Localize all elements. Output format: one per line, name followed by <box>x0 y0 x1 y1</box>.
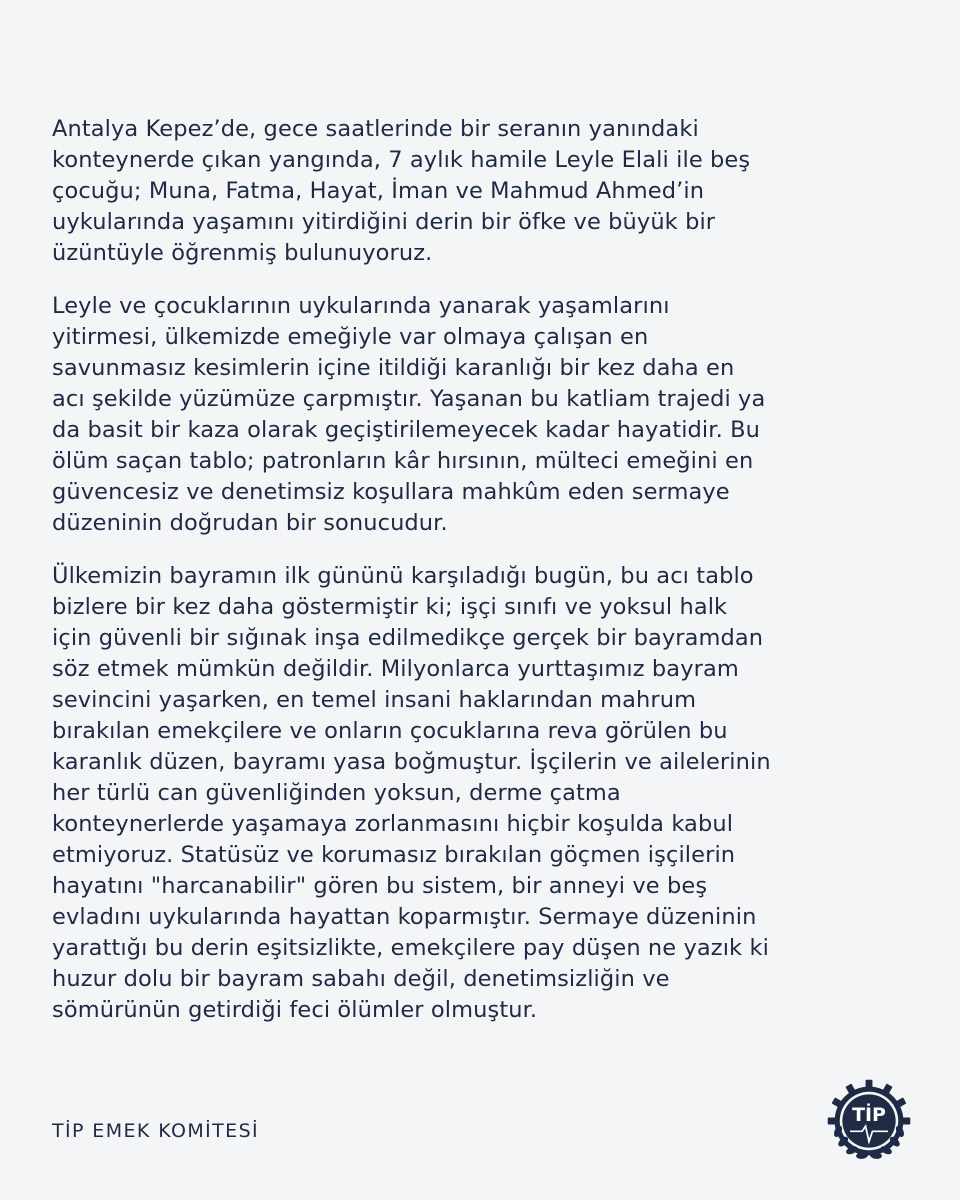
tip-logo-icon <box>826 1078 912 1164</box>
tip-logo-svg <box>826 1078 912 1164</box>
paragraph-3: Ülkemizin bayramın ilk gününü karşıladığı bugün, bu acı tablo bizlere bir kez daha göstermiştir ki; işçi sınıfı ve yoksul halk için güvenli bir sığınak inşa edilmedikçe gerçek bir bayramdan söz etmek mümkün değildir. Milyonlarca yurttaşımız bayram sevincini yaşarken, en temel insani haklarından mahrum bırakılan emekçilere ve onların çocuklarına reva görülen bu karanlık düzen, bayramı yasa boğmuştur. İşçilerin ve ailelerinin her türlü can güvenliğinden yoksun, derme çatma konteynerlerde yaşamaya zorlanmasını hiçbir koşulda kabul etmiyoruz. Statüsüz ve korumasız bırakılan göçmen işçilerin hayatını "harcanabilir" gören bu sistem, bir anneyi ve beş evladını uykularında hayattan koparmıştır. Sermaye düzeninin yarattığı bu derin eşitsizlikte, emekçilere pay düşen ne yazık ki huzur dolu bir bayram sabahı değil, denetimsizliğin ve sömürünün getirdiği feci ölümler olmuştur. <box>52 563 771 1023</box>
paragraph-1: Antalya Kepez’de, gece saatlerinde bir seranın yanındaki konteynerde çıkan yangında, 7 aylık hamile Leyle Elali ile beş çocuğu; Muna, Fatma, Hayat, İman ve Mahmud Ahmed’in uykularında yaşamını yitirdiğini derin bir öfke ve büyük bir üzüntüyle öğrenmiş bulunuyoruz. <box>52 116 751 266</box>
paragraph-2: Leyle ve çocuklarının uykularında yanarak yaşamlarını yitirmesi, ülkemizde emeğiyle var olmaya çalışan en savunmasız kesimlerin içine itildiği karanlığı bir kez daha en acı şekilde yüzümüze çarpmıştır. Yaşanan bu katliam trajedi ya da basit bir kaza olarak geçiştirilemeyecek kadar hayatidir. Bu ölüm saçan tablo; patronların kâr hırsının, mülteci emeğini en güvencesiz ve denetimsiz koşullara mahkûm eden sermaye düzeninin doğrudan bir sonucudur. <box>52 293 766 536</box>
signature: TİP EMEK KOMİTESİ <box>52 1120 260 1142</box>
logo-text: TİP <box>852 1104 886 1126</box>
statement-body <box>52 114 912 1048</box>
